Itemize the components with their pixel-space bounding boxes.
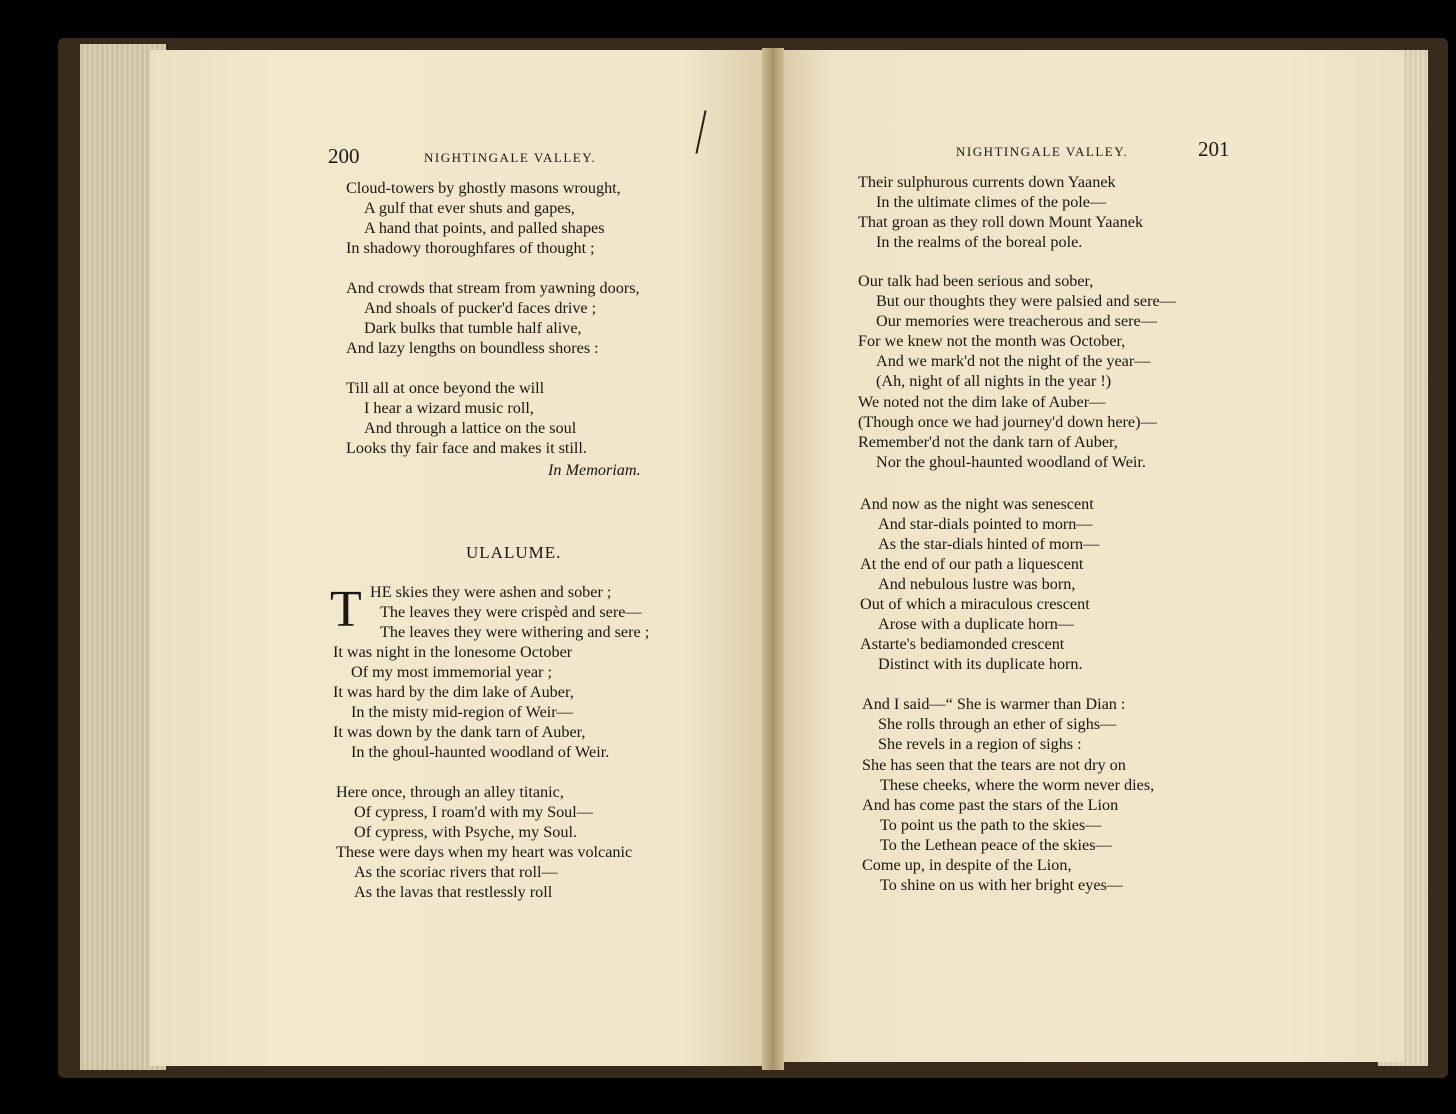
verse-line: (Though once we had journey'd down here)— <box>858 413 1157 431</box>
verse-line: A gulf that ever shuts and gapes, <box>364 199 575 217</box>
verse-line: In the ultimate climes of the pole— <box>876 193 1107 211</box>
verse-line: Come up, in despite of the Lion, <box>862 856 1072 874</box>
verse-line: Our memories were treacherous and sere— <box>876 312 1157 330</box>
verse-line: Till all at once beyond the will <box>346 379 545 397</box>
verse-line: And we mark'd not the night of the year— <box>876 352 1151 370</box>
verse-line: And I said—“ She is warmer than Dian : <box>862 695 1126 713</box>
verse-line: Our talk had been serious and sober, <box>858 272 1094 290</box>
verse-line: Distinct with its duplicate horn. <box>878 655 1083 673</box>
right-running-head: NIGHTINGALE VALLEY. <box>956 144 1129 159</box>
verse-line: And now as the night was senescent <box>860 495 1094 513</box>
verse-line: We noted not the dim lake of Auber— <box>858 393 1106 411</box>
verse-line: In shadowy thoroughfares of thought ; <box>346 239 595 257</box>
verse-line: To the Lethean peace of the skies— <box>880 836 1112 854</box>
verse-line: The leaves they were crispèd and sere— <box>380 603 642 621</box>
verse-line: Of my most immemorial year ; <box>351 663 552 681</box>
verse-line: A hand that points, and palled shapes <box>364 219 605 237</box>
verse-line: It was night in the lonesome October <box>333 643 573 661</box>
verse-line: Astarte's bediamonded crescent <box>860 635 1065 653</box>
verse-line: It was down by the dank tarn of Auber, <box>333 723 586 741</box>
verse-line: She rolls through an ether of sighs— <box>878 715 1117 733</box>
verse-line: Looks thy fair face and makes it still. <box>346 439 587 457</box>
verse-line: Remember'd not the dank tarn of Auber, <box>858 433 1118 451</box>
verse-line: Out of which a miraculous crescent <box>860 595 1090 613</box>
verse-line: As the lavas that restlessly roll <box>354 883 553 901</box>
verse-line: Dark bulks that tumble half alive, <box>364 319 582 337</box>
verse-line: In the realms of the boreal pole. <box>876 233 1083 251</box>
attribution: In Memoriam. <box>548 461 641 479</box>
verse-line: And lazy lengths on boundless shores : <box>346 339 599 357</box>
verse-line: In the misty mid-region of Weir— <box>351 703 573 721</box>
verse-line: She revels in a region of sighs : <box>878 735 1082 753</box>
verse-line: To point us the path to the skies— <box>880 816 1102 834</box>
book-gutter <box>762 48 784 1070</box>
verse-line: And nebulous lustre was born, <box>878 575 1076 593</box>
verse-line: At the end of our path a liquescent <box>860 555 1084 573</box>
verse-line: The leaves they were withering and sere ; <box>380 623 650 641</box>
verse-line: That groan as they roll down Mount Yaanek <box>858 213 1144 231</box>
verse-line: HE skies they were ashen and sober ; <box>370 583 612 601</box>
verse-line: And through a lattice on the soul <box>364 419 577 437</box>
right-page-number: 201 <box>1198 137 1230 161</box>
verse-line: Here once, through an alley titanic, <box>336 783 564 801</box>
verse-line: These were days when my heart was volcanic <box>336 843 633 861</box>
left-page-number: 200 <box>328 144 360 168</box>
verse-line: It was hard by the dim lake of Auber, <box>333 683 574 701</box>
verse-line: Cloud-towers by ghostly masons wrought, <box>346 179 621 197</box>
verse-line: And crowds that stream from yawning doors, <box>346 279 640 297</box>
verse-line: Of cypress, I roam'd with my Soul— <box>354 803 593 821</box>
verse-line: To shine on us with her bright eyes— <box>880 876 1123 894</box>
verse-line: And has come past the stars of the Lion <box>862 796 1119 814</box>
verse-line: Their sulphurous currents down Yaanek <box>858 173 1116 191</box>
verse-line: (Ah, night of all nights in the year !) <box>876 372 1112 390</box>
verse-line: And star-dials pointed to morn— <box>878 515 1093 533</box>
verse-line: But our thoughts they were palsied and sere— <box>876 292 1176 310</box>
left-running-head: NIGHTINGALE VALLEY. <box>424 150 597 165</box>
verse-line: As the star-dials hinted of morn— <box>878 535 1100 553</box>
drop-cap: T <box>330 581 362 638</box>
verse-line: Of cypress, with Psyche, my Soul. <box>354 823 578 841</box>
verse-line: In the ghoul-haunted woodland of Weir. <box>351 743 610 761</box>
verse-line: These cheeks, where the worm never dies, <box>880 776 1155 794</box>
verse-line: And shoals of pucker'd faces drive ; <box>364 299 597 317</box>
poem-title: ULALUME. <box>466 543 562 562</box>
verse-line: Arose with a duplicate horn— <box>878 615 1074 633</box>
verse-line: For we knew not the month was October, <box>858 332 1126 350</box>
verse-line: She has seen that the tears are not dry on <box>862 756 1126 774</box>
verse-line: I hear a wizard music roll, <box>364 399 534 417</box>
verse-line: As the scoriac rivers that roll— <box>354 863 558 881</box>
verse-line: Nor the ghoul-haunted woodland of Weir. <box>876 453 1146 471</box>
